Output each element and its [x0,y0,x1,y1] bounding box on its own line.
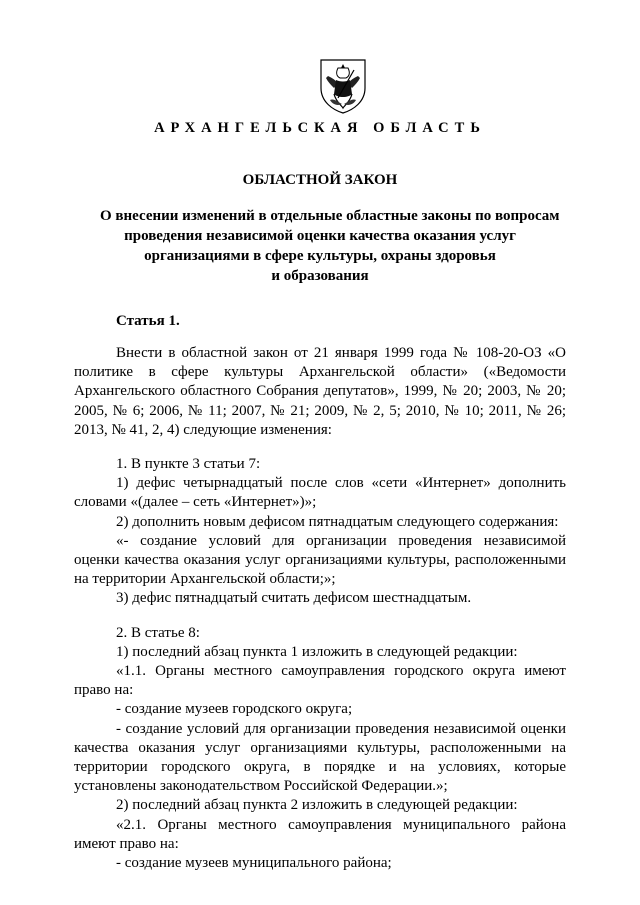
coat-of-arms-icon [318,58,368,114]
body-paragraph: «- создание условий для организации проведения независимой оценки качества оказания услуг организациями культуры, расположенными на территории Архангельской области;»; [74,532,566,588]
law-title-line: О внесении изменений в отдельные областные законы по вопросам [100,208,560,224]
law-type-heading: ОБЛАСТНОЙ ЗАКОН [242,172,398,188]
region-name: АРХАНГЕЛЬСКАЯ ОБЛАСТЬ [154,120,486,136]
law-title-line: организациями в сфере культуры, охраны здоровья [144,248,496,264]
body-paragraph: «2.1. Органы местного самоуправления муниципального района имеют право на: [74,816,566,852]
article-heading: Статья 1. [116,313,180,329]
body-paragraph: - создание музеев муниципального района; [116,855,392,872]
body-paragraph: 3) дефис пятнадцатый считать дефисом шестнадцатым. [116,590,472,607]
body-paragraph: 2. В статье 8: [116,624,200,641]
body-paragraph: 1) дефис четырнадцатый после слов «сети «Интернет» дополнить словами «(далее – сеть «Интернет»)»; [74,475,566,511]
body-paragraph: - создание музеев городского округа; [116,701,353,718]
law-title-line: и образования [271,268,369,284]
body-paragraph: 2) последний абзац пункта 2 изложить в следующей редакции: [116,797,518,814]
body-paragraph: «1.1. Органы местного самоуправления городского округа имеют право на: [74,663,566,699]
body-paragraph: 1) последний абзац пункта 1 изложить в следующей редакции: [116,643,518,660]
body-paragraph: 2) дополнить новым дефисом пятнадцатым следующего содержания: [116,513,559,530]
article-body [74,344,566,873]
law-title-line: проведения независимой оценки качества оказания услуг [124,228,516,244]
law-title [100,206,560,286]
body-paragraph: Внести в областной закон от 21 января 1999 года № 108-20-ОЗ «О политике в сфере культуры Архангельской области» («Ведомости Архангельского областного Собрания депутатов», 1999, № 20; 2003, № 20; 2005, № 6; 2006, № 11; 2007, № 21; 2009, № 2, 5; 2010, № 10; 2011, № 26; 2013, № 41, 2, 4) следующие изменения: [74,345,566,438]
body-paragraph: 1. В пункте 3 статьи 7: [116,456,261,473]
body-paragraph: - создание условий для организации проведения независимой оценки качества оказания услуг организациями культуры, расположенными на территории городского округа, в порядке и на условиях, которые установлены законодательством Российской Федерации.»; [74,720,566,795]
